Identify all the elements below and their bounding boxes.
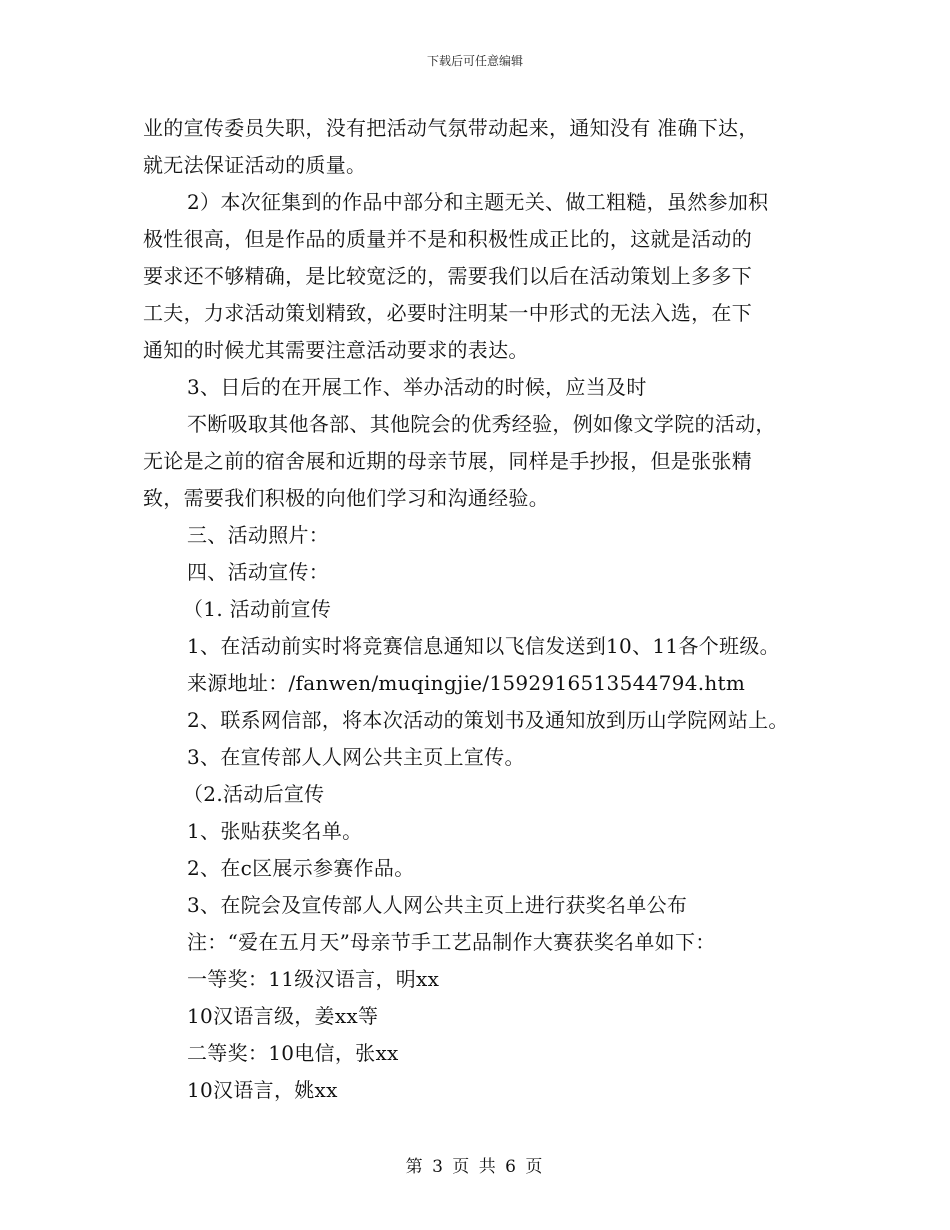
text-line: 3、日后的在开展工作、举办活动的时候，应当及时	[187, 375, 647, 399]
text-line: 注：“爱在五月天”母亲节手工艺品制作大赛获奖名单如下：	[187, 930, 716, 954]
text-line: 2、在c区展示参赛作品。	[187, 856, 415, 880]
text-line: 就无法保证活动的质量。	[143, 153, 367, 177]
text-line: 3、在院会及宣传部人人网公共主页上进行获奖名单公布	[187, 893, 688, 917]
text-line: 通知的时候尤其需要注意活动要求的表达。	[143, 338, 529, 362]
text-line: （2.活动后宣传	[183, 782, 325, 806]
source-address-line: 来源地址：/fanwen/muqingjie/1592916513544794.htm	[187, 671, 746, 695]
text-line: 要求还不够精确，是比较宽泛的，需要我们以后在活动策划上多多下	[143, 264, 752, 288]
text-line: 10汉语言，姚xx	[187, 1078, 338, 1102]
text-line: 10汉语言级，姜xx等	[187, 1004, 379, 1028]
text-line: 1、张贴获奖名单。	[187, 819, 363, 843]
text-line: 业的宣传委员失职，没有把活动气氛带动起来，通知没有 准确下达，	[143, 116, 759, 140]
text-line: 极性很高，但是作品的质量并不是和积极性成正比的，这就是活动的	[143, 227, 752, 251]
text-line: 3、在宣传部人人网公共主页上宣传。	[187, 745, 525, 769]
page-header: 下载后可任意编辑	[426, 54, 523, 68]
text-line: 无论是之前的宿舍展和近期的母亲节展，同样是手抄报，但是张张精	[143, 449, 752, 473]
text-line: 一等奖：11级汉语言，明xx	[187, 967, 440, 991]
text-line: 三、活动照片：	[187, 523, 330, 547]
page-number-footer: 第 3 页 共 6 页	[405, 1157, 545, 1177]
text-line: 致，需要我们积极的向他们学习和沟通经验。	[143, 486, 549, 510]
text-line: 工夫，力求活动策划精致，必要时注明某一中形式的无法入选，在下	[143, 301, 752, 325]
text-line: 四、活动宣传：	[187, 560, 330, 584]
text-line: （1. 活动前宣传	[183, 597, 332, 621]
text-line: 2）本次征集到的作品中部分和主题无关、做工粗糙，虽然参加积	[187, 190, 769, 214]
text-line: 二等奖：10电信，张xx	[187, 1041, 399, 1065]
text-line: 2、联系网信部，将本次活动的策划书及通知放到历山学院网站上。	[187, 708, 789, 732]
document-body	[143, 113, 863, 1112]
text-line: 不断吸取其他各部、其他院会的优秀经验，例如像文学院的活动，	[187, 412, 776, 436]
text-line: 1、在活动前实时将竞赛信息通知以飞信发送到10、11各个班级。	[187, 634, 780, 658]
